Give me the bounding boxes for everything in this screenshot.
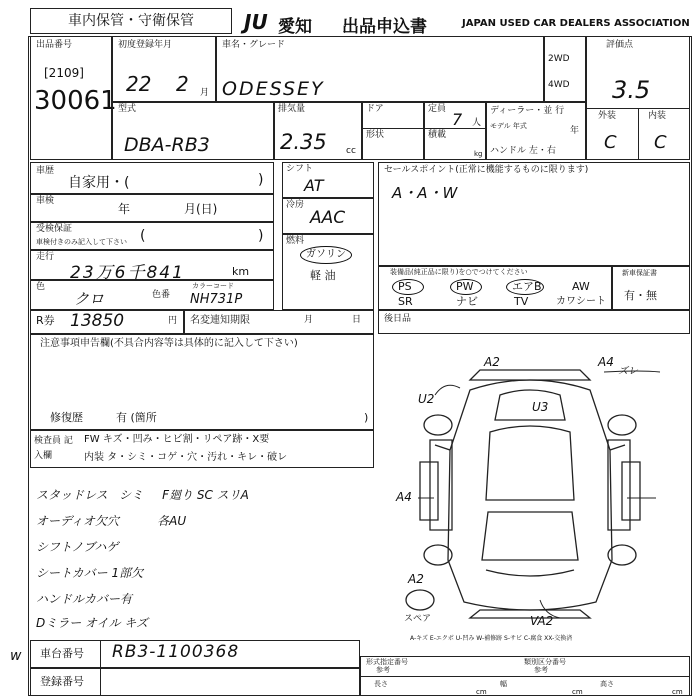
inspection-month: 月(日)	[184, 202, 218, 216]
sales-point-label: セールスポイント(正常に機能するものに限ります)	[384, 165, 589, 175]
grade-value: 3.5	[612, 76, 651, 104]
lot-code: [2109]	[44, 66, 84, 80]
aircon-label: 冷房	[286, 200, 305, 210]
notes-label: 注意事項申告欄(不具合内容等は具体的に記入して下さい)	[40, 338, 298, 349]
remark-5: ハンドルカバー有	[36, 592, 133, 606]
inspector-line1: FW キズ・凹み・ヒビ割・リペア跡・X要	[84, 434, 270, 445]
check-form-label: 形式指定番号	[366, 658, 408, 666]
warranty-open: (	[140, 228, 146, 244]
repair-label: 修復歴	[50, 411, 83, 424]
equip-pw: PW	[456, 280, 474, 293]
equip-aw: AW	[572, 280, 590, 293]
color-code: NH731P	[190, 292, 243, 307]
grade-exterior-label: 外装	[598, 111, 617, 121]
color-trim-label: カラーコード	[192, 282, 234, 290]
color-label: 色	[36, 282, 46, 292]
check-cm2: cm	[572, 688, 583, 696]
check-width: 幅	[500, 680, 507, 688]
sales-point-value: A・A・W	[392, 184, 458, 202]
mark-spare: スペア	[404, 614, 432, 624]
warranty-label: 受検保証	[36, 224, 73, 234]
region-name: 愛知	[278, 17, 312, 37]
mileage-label: 走行	[36, 252, 55, 262]
doors-label: ドア	[366, 104, 384, 114]
model-year-label: モデル 年式	[490, 122, 527, 130]
history-close: )	[258, 172, 264, 188]
color-value: クロ	[74, 290, 105, 308]
fuel-diesel: 軽 油	[310, 269, 336, 282]
recycle-label: R券	[36, 314, 55, 327]
fuel-gas: ガソリン	[306, 249, 346, 260]
load-unit: kg	[474, 150, 483, 158]
mark-zure: ズレ	[618, 366, 638, 377]
fuel-label: 燃料	[286, 236, 305, 246]
margin-mark: w	[10, 648, 22, 664]
capacity-unit: 人	[472, 118, 482, 128]
car-name-label: 車名・グレード	[222, 40, 286, 50]
aircon-value: AAC	[310, 208, 346, 228]
equip-ps: PS	[398, 280, 412, 293]
form-title: 出品申込書	[342, 17, 427, 37]
warranty-note: 車検付きのみ記入して下さい	[36, 238, 127, 246]
inspection-year: 年	[118, 202, 131, 216]
remark-2: オーディオ欠穴 各AU	[36, 514, 187, 528]
mileage-value: 23万6千841	[70, 263, 185, 283]
recycle-unit: 円	[168, 316, 178, 326]
model-year-suffix: 年	[570, 126, 580, 136]
equipment-label: 装備品(純正品に限り)を○でつけてください	[390, 268, 528, 276]
new-warranty-value: 有・無	[624, 289, 657, 302]
deadline-month: 月	[304, 315, 314, 325]
shift-value: AT	[304, 176, 324, 195]
mark-a2-top: A2	[484, 355, 500, 369]
history-value: 自家用・(	[68, 175, 130, 191]
check-cm1: cm	[476, 688, 487, 696]
model-label: 型式	[118, 104, 137, 114]
registration-year: 22	[126, 72, 152, 96]
car-name-value: ODESSEY	[222, 78, 325, 100]
check-cm3: cm	[672, 688, 683, 696]
mark-u2: U2	[418, 392, 435, 406]
association-name: JAPAN USED CAR DEALERS ASSOCIATION	[462, 18, 690, 29]
equip-sr: SR	[398, 295, 413, 308]
remark-4: シートカバー 1部欠	[36, 566, 144, 580]
registration-label: 初度登録年月	[118, 40, 173, 50]
remark-6: Dミラー オイル キズ	[36, 616, 149, 630]
mark-va2: VA2	[530, 614, 554, 628]
check-ref1: 参考	[376, 666, 390, 674]
inspector-line2: 内装 タ・シミ・コゲ・穴・汚れ・キレ・破レ	[84, 452, 288, 463]
mark-a2-left: A2	[408, 572, 424, 586]
history-label: 車歴	[36, 166, 55, 176]
storage-label: 車内保管・守衛保管	[30, 8, 232, 34]
inspector-label: 検査員 記入欄	[34, 436, 73, 461]
handle-side: ハンドル 左・右	[490, 146, 556, 156]
warranty-close: )	[258, 228, 264, 244]
grade-interior-label: 内装	[648, 111, 667, 121]
repair-value: 有 (箇所	[116, 411, 157, 424]
displacement-unit: cc	[346, 146, 356, 156]
mileage-unit: km	[232, 265, 250, 278]
grade-exterior: C	[604, 132, 617, 153]
check-ref2: 参考	[534, 666, 548, 674]
deadline-day: 日	[352, 315, 362, 325]
capacity-label: 定員	[428, 104, 447, 114]
drive-4wd: 4WD	[548, 80, 570, 90]
color-code-label: 色番	[152, 290, 171, 300]
chassis-value: RB3-1100368	[112, 642, 240, 662]
reg-label: 登録番号	[40, 675, 84, 688]
shape-label: 形状	[366, 130, 385, 140]
remark-1: スタッドレス シミ F廻り SC スリA	[36, 488, 249, 502]
equip-airbag: エアB	[512, 280, 542, 293]
registration-month: 2	[176, 72, 189, 96]
load-label: 積載	[428, 130, 447, 140]
drive-2wd: 2WD	[548, 54, 570, 64]
chassis-label: 車台番号	[40, 647, 84, 660]
inspection-label: 車検	[36, 196, 55, 206]
equip-seat: カワシート	[556, 296, 606, 307]
grade-interior: C	[654, 132, 667, 153]
mark-a4-left: A4	[396, 490, 412, 504]
capacity-value: 7	[452, 110, 463, 129]
displacement-label: 排気量	[278, 104, 306, 114]
grade-label: 評価点	[606, 40, 634, 50]
displacement-value: 2.35	[280, 130, 327, 154]
diagram-legend: A-キズ E-エクボ U-凹み W-補修跡 S-サビ C-腐食 XX-交換済	[410, 635, 573, 642]
equip-tv: TV	[514, 295, 529, 308]
recycle-value: 13850	[70, 311, 125, 331]
model-value: DBA-RB3	[124, 134, 210, 156]
mark-u3: U3	[532, 400, 549, 414]
shift-label: シフト	[286, 164, 314, 174]
later-label: 後日品	[384, 314, 412, 324]
new-warranty-label: 新車保証書	[622, 269, 657, 277]
lot-number: 30061	[34, 86, 117, 116]
equip-navi: ナビ	[456, 295, 478, 308]
check-length: 長さ	[374, 680, 388, 688]
lot-label: 出品番号	[36, 40, 73, 50]
dealer-parallel: ディーラー・並 行	[490, 106, 565, 116]
remark-3: シフトノブハゲ	[36, 540, 119, 554]
repair-close: )	[364, 411, 369, 424]
check-class-label: 類別区分番号	[524, 658, 566, 666]
deadline-label: 名変連知期限	[190, 315, 250, 326]
check-height: 高さ	[600, 680, 614, 688]
ju-logo: JU	[244, 10, 268, 34]
mark-a4-top: A4	[598, 355, 614, 369]
registration-month-suffix: 月	[200, 88, 210, 98]
